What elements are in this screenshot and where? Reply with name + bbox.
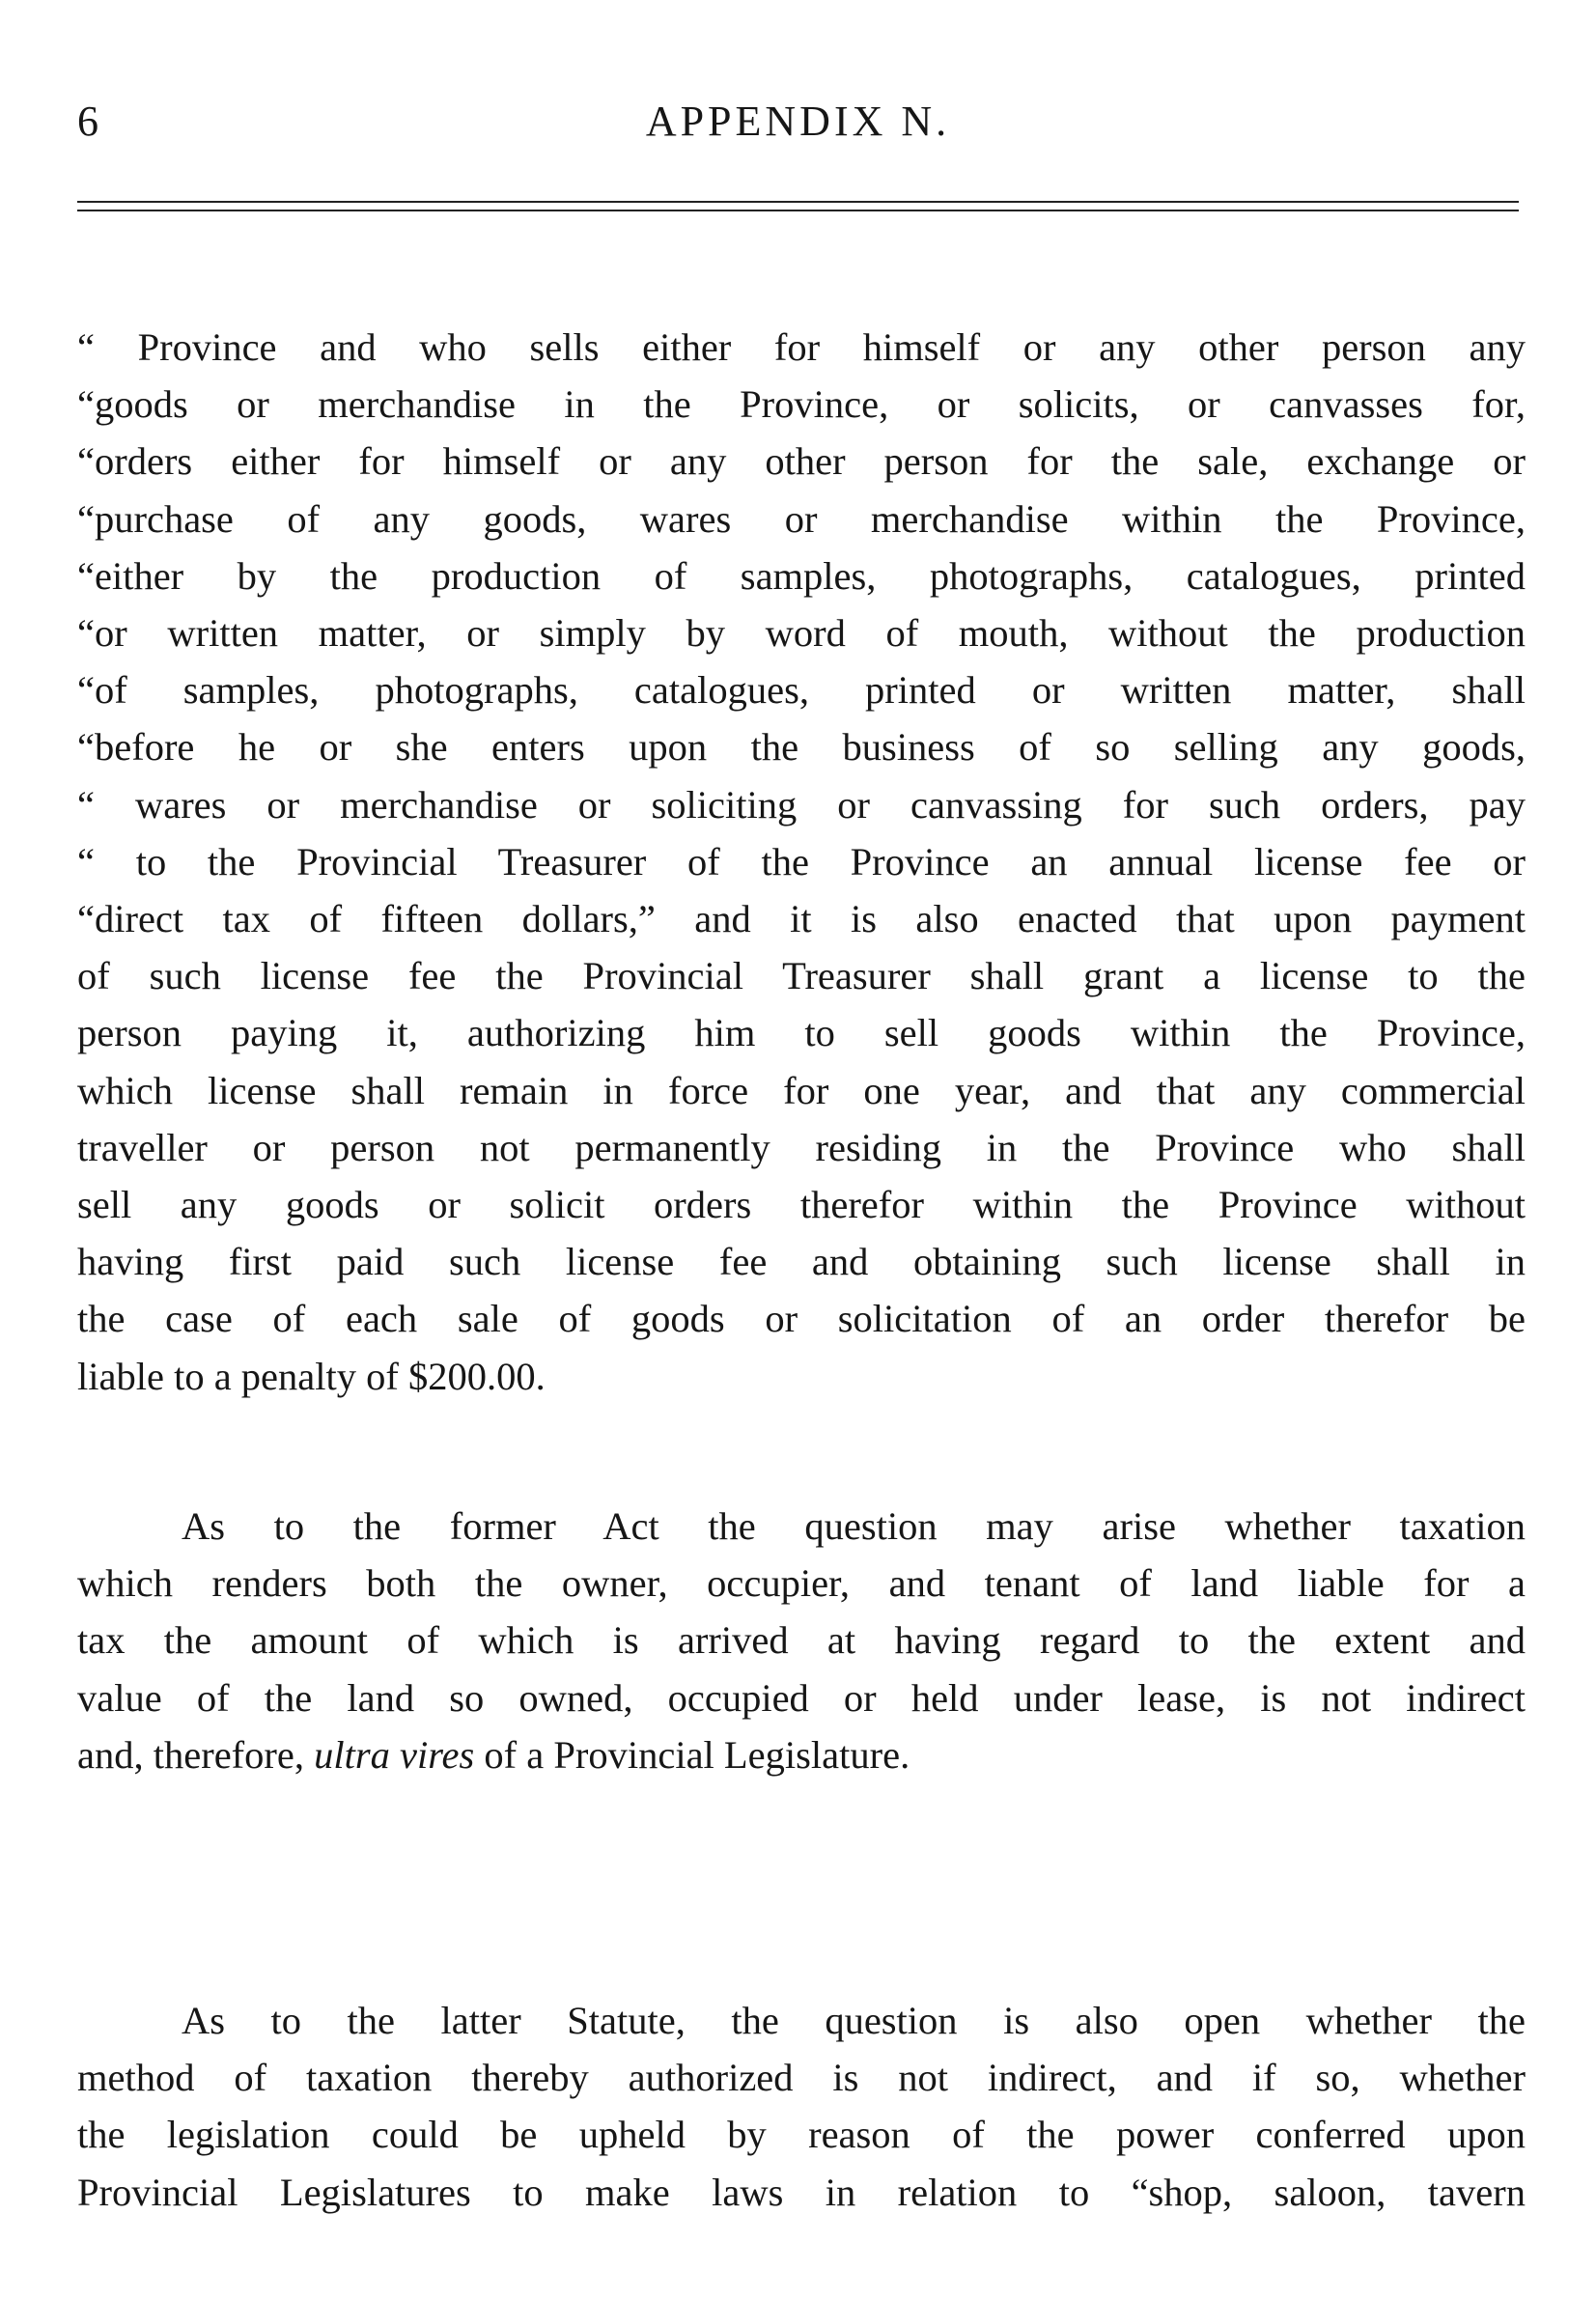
text-line: Provincial Legislatures to make laws in relation to “shop, saloon, tavern (77, 2170, 1526, 2214)
text-line: of such license fee the Provincial Treasurer shall grant a license to the (77, 954, 1526, 998)
header-rule-bottom (77, 210, 1519, 211)
text-line: liable to a penalty of $200.00. (77, 1354, 546, 1398)
paragraph-latter-statute (77, 1992, 1526, 2221)
text-line: “ to the Provincial Treasurer of the Province an annual license fee or (77, 839, 1526, 883)
text-line: “orders either for himself or any other person for the sale, exchange or (77, 439, 1526, 484)
header-rule-top (77, 201, 1519, 203)
text-line: which renders both the owner, occupier, and tenant of land liable for a (77, 1561, 1526, 1606)
text-line: the legislation could be upheld by reason of the power conferred upon (77, 2113, 1526, 2157)
paragraph-quoted-statute (77, 319, 1526, 1405)
text-line: value of the land so owned, occupied or held under lease, is not indirect (77, 1675, 1526, 1720)
text-line: person paying it, authorizing him to sell goods within the Province, (77, 1011, 1526, 1055)
text-line: “ wares or merchandise or soliciting or canvassing for such orders, pay (77, 782, 1526, 827)
text-line: method of taxation thereby authorized is not indirect, and if so, whether (77, 2056, 1526, 2100)
text-line: “either by the production of samples, photographs, catalogues, printed (77, 553, 1526, 598)
paragraph-former-act (77, 1498, 1526, 1783)
text-run: of a Provincial Legislature. (474, 1732, 910, 1777)
text-line: “goods or merchandise in the Province, or solicits, or canvasses for, (77, 382, 1526, 427)
text-line: “or written matter, or simply by word of mouth, without the production (77, 611, 1526, 656)
text-line: traveller or person not permanently residing in the Province who shall (77, 1125, 1526, 1169)
ultra-vires-italic: ultra vires (314, 1732, 475, 1777)
text-line: having first paid such license fee and obtaining such license shall in (77, 1240, 1526, 1284)
text-line: sell any goods or solicit orders therefor within the Province without (77, 1183, 1526, 1227)
text-line: “purchase of any goods, wares or merchandise within the Province, (77, 496, 1526, 541)
text-line: As to the latter Statute, the question is also open whether the (182, 1999, 1526, 2042)
text-line: As to the former Act the question may arise whether taxation (182, 1504, 1526, 1548)
text-line: “before he or she enters upon the business of so selling any goods, (77, 725, 1526, 770)
running-head: APPENDIX N. (645, 98, 951, 145)
text-line: “ Province and who sells either for himself or any other person any (77, 325, 1526, 369)
text-line: tax the amount of which is arrived at having regard to the extent and (77, 1618, 1526, 1663)
text-line: which license shall remain in force for one year, and that any commercial (77, 1068, 1526, 1112)
text-line: “of samples, photographs, catalogues, printed or written matter, shall (77, 668, 1526, 713)
text-line: the case of each sale of goods or solicitation of an order therefor be (77, 1297, 1526, 1341)
text-run: and, therefore, (77, 1732, 315, 1777)
page-number: 6 (77, 98, 98, 145)
text-line (77, 1726, 1526, 1783)
text-line: “direct tax of fifteen dollars,” and it is also enacted that upon payment (77, 897, 1526, 941)
